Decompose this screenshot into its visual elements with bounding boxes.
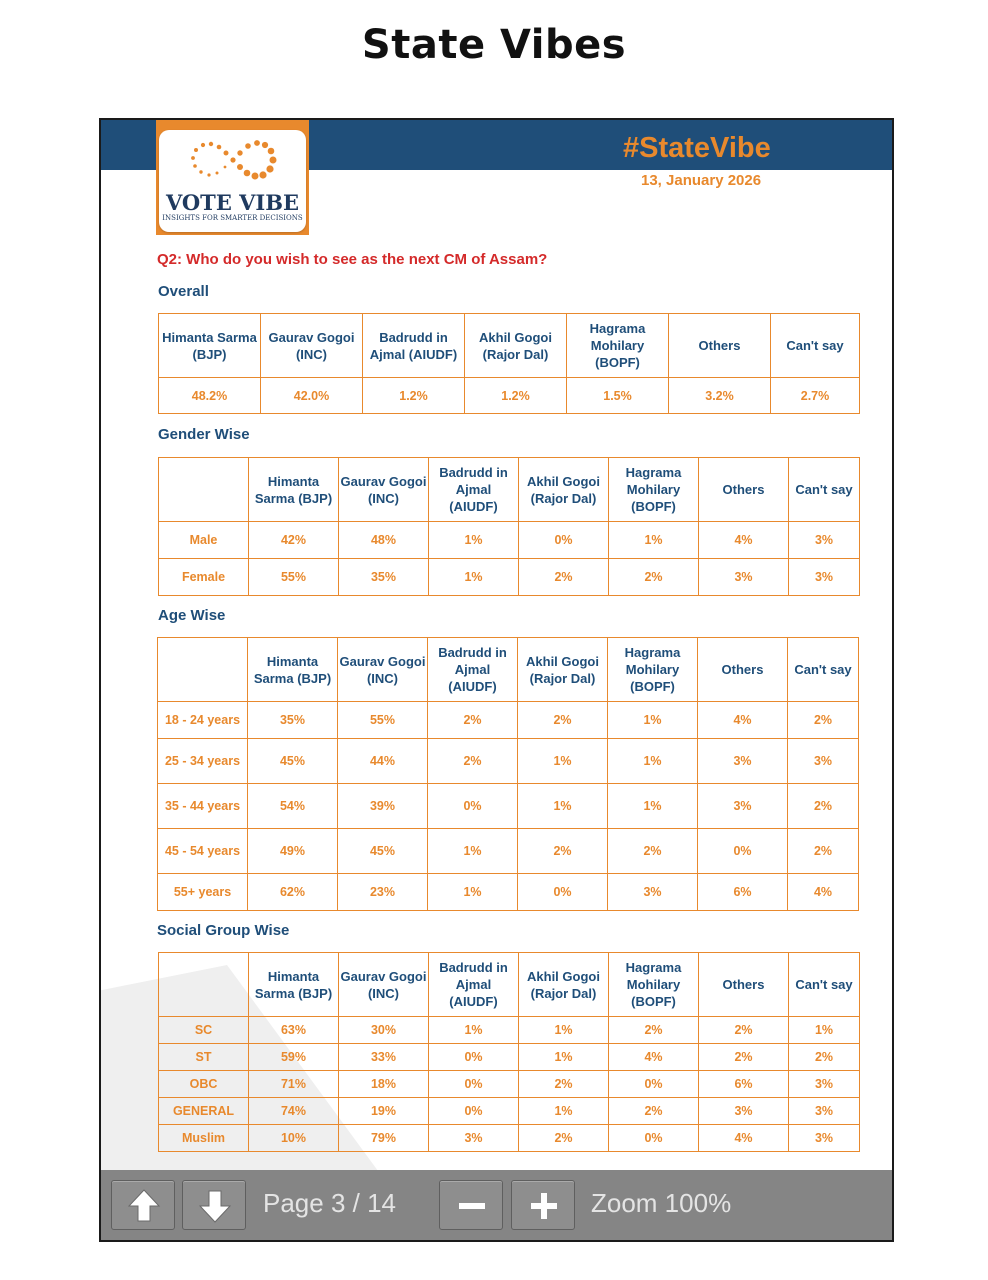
table-cell: 0% bbox=[428, 784, 518, 829]
table-cell: 1% bbox=[428, 829, 518, 874]
gender-table bbox=[158, 457, 860, 596]
table-cell: 2% bbox=[609, 1017, 699, 1044]
row-label: 18 - 24 years bbox=[158, 702, 248, 739]
col-header: Can't say bbox=[789, 953, 860, 1017]
table-cell: 1% bbox=[608, 739, 698, 784]
col-header: Akhil Gogoi (Rajor Dal) bbox=[519, 953, 609, 1017]
table-cell: 1% bbox=[428, 874, 518, 911]
table-cell: 4% bbox=[788, 874, 859, 911]
table-cell: 42.0% bbox=[261, 378, 363, 414]
col-header bbox=[158, 638, 248, 702]
table-header-row bbox=[159, 953, 860, 1017]
table-cell: 1% bbox=[429, 1017, 519, 1044]
logo bbox=[156, 120, 309, 235]
col-header: Others bbox=[699, 953, 789, 1017]
table-cell: 45% bbox=[248, 739, 338, 784]
table-cell: 2% bbox=[789, 1044, 860, 1071]
col-header: Badrudd in Ajmal (AIUDF) bbox=[429, 458, 519, 522]
question-heading: Q2: Who do you wish to see as the next CM of Assam? bbox=[157, 251, 548, 268]
table-cell: 45% bbox=[338, 829, 428, 874]
col-header: Gaurav Gogoi (INC) bbox=[339, 458, 429, 522]
table-cell: 4% bbox=[699, 522, 789, 559]
pdf-viewer[interactable] bbox=[99, 118, 894, 1242]
table-cell: 2.7% bbox=[771, 378, 860, 414]
table-header-row bbox=[159, 314, 860, 378]
table-row bbox=[159, 1071, 860, 1098]
table-cell: 71% bbox=[249, 1071, 339, 1098]
prev-page-button[interactable] bbox=[111, 1180, 175, 1230]
table-cell: 54% bbox=[248, 784, 338, 829]
table-cell: 0% bbox=[698, 829, 788, 874]
table-cell: 1% bbox=[519, 1017, 609, 1044]
col-header: Gaurav Gogoi (INC) bbox=[338, 638, 428, 702]
table-cell: 0% bbox=[429, 1071, 519, 1098]
table-cell: 4% bbox=[698, 702, 788, 739]
row-label: OBC bbox=[159, 1071, 249, 1098]
table-cell: 0% bbox=[429, 1098, 519, 1125]
table-header-row bbox=[159, 458, 860, 522]
table-row bbox=[158, 784, 859, 829]
col-header: Akhil Gogoi (Rajor Dal) bbox=[465, 314, 567, 378]
table-cell: 2% bbox=[699, 1044, 789, 1071]
col-header: Himanta Sarma (BJP) bbox=[248, 638, 338, 702]
table-cell: 1% bbox=[519, 1044, 609, 1071]
minus-icon bbox=[440, 1181, 504, 1231]
col-header bbox=[159, 953, 249, 1017]
plus-icon bbox=[512, 1181, 576, 1231]
col-header: Can't say bbox=[789, 458, 860, 522]
arrow-up-icon bbox=[112, 1181, 176, 1231]
col-header: Hagrama Mohilary (BOPF) bbox=[609, 458, 699, 522]
table-header-row bbox=[158, 638, 859, 702]
table-cell: 2% bbox=[518, 829, 608, 874]
table-row bbox=[159, 1098, 860, 1125]
col-header: Hagrama Mohilary (BOPF) bbox=[609, 953, 699, 1017]
table-cell: 3.2% bbox=[669, 378, 771, 414]
table-row bbox=[158, 829, 859, 874]
col-header: Badrudd in Ajmal (AIUDF) bbox=[428, 638, 518, 702]
table-cell: 2% bbox=[788, 702, 859, 739]
table-cell: 18% bbox=[339, 1071, 429, 1098]
row-label: Muslim bbox=[159, 1125, 249, 1152]
table-cell: 62% bbox=[248, 874, 338, 911]
table-cell: 79% bbox=[339, 1125, 429, 1152]
table-cell: 3% bbox=[788, 739, 859, 784]
table-cell: 2% bbox=[788, 829, 859, 874]
table-cell: 3% bbox=[698, 739, 788, 784]
table-row bbox=[158, 739, 859, 784]
table-cell: 33% bbox=[339, 1044, 429, 1071]
table-cell: 2% bbox=[519, 1071, 609, 1098]
page-indicator: Page 3 / 14 bbox=[263, 1188, 396, 1218]
col-header: Can't say bbox=[771, 314, 860, 378]
col-header: Hagrama Mohilary (BOPF) bbox=[608, 638, 698, 702]
hashtag-title: #StateVibe bbox=[623, 132, 771, 164]
col-header: Himanta Sarma (BJP) bbox=[249, 458, 339, 522]
table-cell: 2% bbox=[608, 829, 698, 874]
table-cell: 3% bbox=[699, 1098, 789, 1125]
table-row bbox=[159, 1125, 860, 1152]
table-cell: 1% bbox=[429, 522, 519, 559]
table-cell: 1% bbox=[429, 559, 519, 596]
col-header: Gaurav Gogoi (INC) bbox=[261, 314, 363, 378]
row-label: GENERAL bbox=[159, 1098, 249, 1125]
table-row bbox=[159, 522, 860, 559]
table-cell: 1% bbox=[609, 522, 699, 559]
table-cell: 0% bbox=[518, 874, 608, 911]
logo-wordmark: VOTE VIBE bbox=[165, 190, 300, 215]
logo-tagline: INSIGHTS FOR SMARTER DECISIONS bbox=[162, 214, 303, 222]
table-cell: 3% bbox=[698, 784, 788, 829]
table-cell: 0% bbox=[609, 1125, 699, 1152]
section-title-overall: Overall bbox=[158, 283, 209, 300]
table-row bbox=[159, 559, 860, 596]
table-cell: 2% bbox=[519, 1125, 609, 1152]
table-cell: 55% bbox=[338, 702, 428, 739]
social-table bbox=[158, 952, 860, 1152]
app-title: State Vibes bbox=[361, 22, 627, 68]
table-cell: 30% bbox=[339, 1017, 429, 1044]
overall-table bbox=[158, 313, 860, 414]
row-label: 25 - 34 years bbox=[158, 739, 248, 784]
arrow-down-icon bbox=[183, 1181, 247, 1231]
col-header: Others bbox=[698, 638, 788, 702]
table-cell: 2% bbox=[519, 559, 609, 596]
row-label: SC bbox=[159, 1017, 249, 1044]
table-cell: 3% bbox=[789, 1071, 860, 1098]
col-header: Can't say bbox=[788, 638, 859, 702]
section-title-gender: Gender Wise bbox=[158, 426, 250, 443]
table-cell: 1.2% bbox=[363, 378, 465, 414]
col-header: Badrudd in Ajmal (AIUDF) bbox=[429, 953, 519, 1017]
zoom-in-button[interactable] bbox=[511, 1180, 575, 1230]
section-title-social: Social Group Wise bbox=[157, 922, 290, 939]
col-header bbox=[159, 458, 249, 522]
table-cell: 39% bbox=[338, 784, 428, 829]
row-label: 35 - 44 years bbox=[158, 784, 248, 829]
table-cell: 1.5% bbox=[567, 378, 669, 414]
age-table bbox=[157, 637, 859, 911]
table-cell: 1% bbox=[608, 702, 698, 739]
table-cell: 1% bbox=[608, 784, 698, 829]
table-cell: 2% bbox=[609, 1098, 699, 1125]
table-cell: 2% bbox=[518, 702, 608, 739]
table-cell: 2% bbox=[428, 702, 518, 739]
table-cell: 44% bbox=[338, 739, 428, 784]
row-label: 45 - 54 years bbox=[158, 829, 248, 874]
logo-card bbox=[159, 130, 306, 232]
table-row bbox=[159, 1017, 860, 1044]
section-title-age: Age Wise bbox=[158, 607, 226, 624]
col-header: Badrudd in Ajmal (AIUDF) bbox=[363, 314, 465, 378]
table-cell: 74% bbox=[249, 1098, 339, 1125]
table-cell: 0% bbox=[609, 1071, 699, 1098]
table-cell: 49% bbox=[248, 829, 338, 874]
table-cell: 55% bbox=[249, 559, 339, 596]
row-label: Female bbox=[159, 559, 249, 596]
table-cell: 2% bbox=[788, 784, 859, 829]
row-label: 55+ years bbox=[158, 874, 248, 911]
table-cell: 3% bbox=[789, 522, 860, 559]
table-cell: 6% bbox=[699, 1071, 789, 1098]
col-header: Himanta Sarma (BJP) bbox=[159, 314, 261, 378]
table-cell: 42% bbox=[249, 522, 339, 559]
table-cell: 19% bbox=[339, 1098, 429, 1125]
col-header: Gaurav Gogoi (INC) bbox=[339, 953, 429, 1017]
table-cell: 2% bbox=[699, 1017, 789, 1044]
col-header: Others bbox=[669, 314, 771, 378]
table-cell: 3% bbox=[789, 1125, 860, 1152]
table-cell: 2% bbox=[609, 559, 699, 596]
table-cell: 3% bbox=[429, 1125, 519, 1152]
table-cell: 1% bbox=[519, 1098, 609, 1125]
table-cell: 3% bbox=[699, 559, 789, 596]
table-cell: 3% bbox=[789, 559, 860, 596]
table-cell: 0% bbox=[519, 522, 609, 559]
zoom-out-button[interactable] bbox=[439, 1180, 503, 1230]
report-date: 13, January 2026 bbox=[641, 172, 762, 189]
col-header: Akhil Gogoi (Rajor Dal) bbox=[519, 458, 609, 522]
table-cell: 23% bbox=[338, 874, 428, 911]
table-cell: 3% bbox=[789, 1098, 860, 1125]
table-cell: 1% bbox=[518, 784, 608, 829]
pdf-toolbar bbox=[101, 1170, 892, 1240]
table-cell: 0% bbox=[429, 1044, 519, 1071]
col-header: Hagrama Mohilary (BOPF) bbox=[567, 314, 669, 378]
table-row bbox=[159, 1044, 860, 1071]
col-header: Akhil Gogoi (Rajor Dal) bbox=[518, 638, 608, 702]
col-header: Himanta Sarma (BJP) bbox=[249, 953, 339, 1017]
zoom-indicator: Zoom 100% bbox=[591, 1188, 732, 1218]
table-cell: 1.2% bbox=[465, 378, 567, 414]
table-cell: 1% bbox=[518, 739, 608, 784]
next-page-button[interactable] bbox=[182, 1180, 246, 1230]
table-cell: 4% bbox=[699, 1125, 789, 1152]
table-cell: 59% bbox=[249, 1044, 339, 1071]
infinity-logo-icon bbox=[181, 134, 285, 186]
row-label: Male bbox=[159, 522, 249, 559]
table-cell: 35% bbox=[339, 559, 429, 596]
table-cell: 48.2% bbox=[159, 378, 261, 414]
table-row bbox=[158, 702, 859, 739]
table-cell: 1% bbox=[789, 1017, 860, 1044]
col-header: Others bbox=[699, 458, 789, 522]
table-cell: 48% bbox=[339, 522, 429, 559]
table-cell: 10% bbox=[249, 1125, 339, 1152]
table-cell: 63% bbox=[249, 1017, 339, 1044]
table-row bbox=[159, 378, 860, 414]
table-cell: 4% bbox=[609, 1044, 699, 1071]
table-cell: 35% bbox=[248, 702, 338, 739]
table-cell: 3% bbox=[608, 874, 698, 911]
table-row bbox=[158, 874, 859, 911]
row-label: ST bbox=[159, 1044, 249, 1071]
table-cell: 2% bbox=[428, 739, 518, 784]
table-cell: 6% bbox=[698, 874, 788, 911]
